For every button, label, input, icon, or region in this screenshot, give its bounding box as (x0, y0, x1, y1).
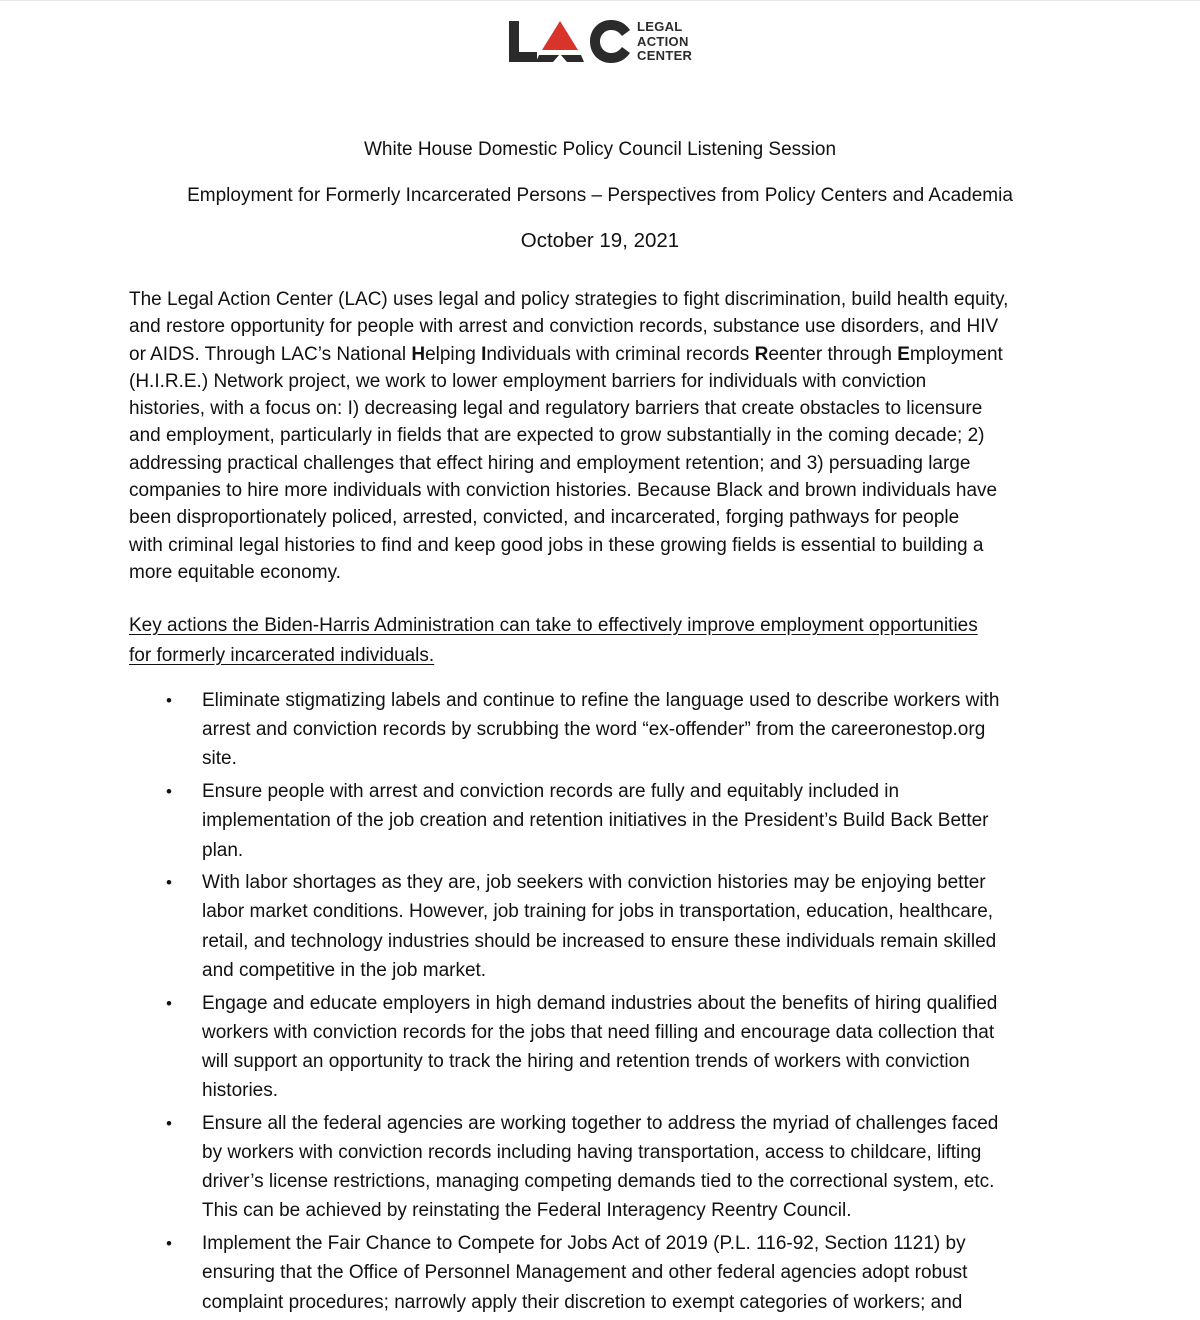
item-line: implementation of the job creation and retention initiatives in the President’s Build Back Better (202, 810, 989, 832)
acronym-letter-i: I (481, 343, 487, 365)
acronym-letter-h: H (411, 343, 426, 365)
heading-line: Key actions the Biden-Harris Administration can take to effectively improve employment opportunities (129, 615, 978, 636)
session-title: White House Domestic Policy Council Listening Session (363, 139, 837, 160)
item-line: With labor shortages as they are, job seekers with conviction histories may be enjoying better (202, 872, 986, 894)
item-line: Ensure people with arrest and conviction records are fully and equitably included in (202, 781, 900, 803)
list-item (0, 868, 1200, 985)
acronym-letter-e: E (897, 343, 910, 365)
list-item (0, 989, 1200, 1106)
logo-word-legal: LEGAL (637, 19, 683, 34)
item-line: Eliminate stigmatizing labels and continue to refine the language used to describe workers with (202, 690, 1000, 711)
intro-line: companies to hire more individuals with conviction histories. Because Black and brown individuals have (129, 480, 998, 502)
item-line: workers with conviction records for the jobs that need filling and encourage data collection that (202, 1021, 995, 1043)
intro-line: with criminal legal histories to find and keep good jobs in these growing fields is essential to building a (129, 534, 984, 556)
bullet-icon: • (166, 873, 172, 893)
item-line: site. (202, 748, 237, 770)
item-line: ensuring that the Office of Personnel Management and other federal agencies adopt robust (202, 1262, 968, 1284)
item-line: histories. (202, 1080, 279, 1102)
intro-line-hire-acronym: or AIDS. Through LAC’s National Helping Individuals with criminal records Reenter through Employment (129, 343, 1003, 365)
logo-word-center: CENTER (637, 48, 693, 63)
item-line: Ensure all the federal agencies are working together to address the myriad of challenges faced (202, 1112, 999, 1134)
intro-line: and restore opportunity for people with arrest and conviction records, substance use disorders, and HIV (129, 316, 999, 338)
key-actions-list (0, 686, 1200, 1320)
item-line: retail, and technology industries should be increased to ensure these individuals remain skilled (202, 930, 997, 952)
list-item (0, 777, 1200, 865)
page-top-border (0, 0, 1200, 1)
bullet-icon: • (166, 1234, 172, 1254)
item-line: will support an opportunity to track the hiring and retention trends of workers with conviction (202, 1050, 970, 1072)
intro-line: addressing practical challenges that effect hiring and employment retention; and 3) persuading large (129, 452, 971, 474)
bullet-icon: • (166, 993, 172, 1013)
item-line: This can be achieved by reinstating the Federal Interagency Reentry Council. (202, 1200, 852, 1222)
acronym-letter-r: R (754, 343, 769, 365)
bullet-icon: • (166, 1113, 172, 1133)
bullet-icon: • (166, 691, 172, 710)
intro-line: and employment, particularly in fields that are expected to grow substantially in the coming decade; 2) (129, 425, 985, 447)
item-line: arrest and conviction records by scrubbing the word “ex-offender” from the careeronestop.org (202, 719, 986, 741)
key-actions-heading (129, 611, 978, 671)
lac-logo (506, 18, 706, 68)
intro-paragraph (129, 286, 1079, 586)
logo-word-action: ACTION (637, 33, 689, 49)
session-date: October 19, 2021 (520, 229, 680, 252)
intro-line: more equitable economy. (129, 561, 341, 583)
intro-line: The Legal Action Center (LAC) uses legal and policy strategies to fight discrimination, build health equity, (129, 289, 1009, 310)
intro-line: histories, with a focus on: I) decreasing legal and regulatory barriers that create obstacles to licensure (129, 398, 983, 420)
item-line: and competitive in the job market. (202, 959, 487, 981)
lac-logo-mark (506, 18, 634, 64)
intro-line: been disproportionately policed, arrested, convicted, and incarcerated, forging pathways for people (129, 507, 960, 529)
heading-line: for formerly incarcerated individuals. (129, 645, 435, 666)
lac-logo-wordmark (637, 20, 692, 64)
item-line: Engage and educate employers in high demand industries about the benefits of hiring qualified (202, 992, 998, 1014)
list-item (0, 1229, 1200, 1317)
bullet-icon: • (166, 782, 172, 802)
list-item (0, 686, 1200, 774)
item-line: labor market conditions. However, job training for jobs in transportation, education, healthcare, (202, 901, 994, 923)
intro-line: (H.I.R.E.) Network project, we work to lower employment barriers for individuals with conviction (129, 370, 927, 392)
item-line: plan. (202, 839, 244, 861)
item-line: Implement the Fair Chance to Compete for Jobs Act of 2019 (P.L. 116-92, Section 1121) by (202, 1233, 966, 1255)
item-line: complaint procedures; narrowly apply their discretion to exempt categories of workers; and (202, 1291, 963, 1313)
list-item (0, 1109, 1200, 1226)
session-subtitle: Employment for Formerly Incarcerated Persons – Perspectives from Policy Centers and Academia (187, 185, 1013, 206)
item-line: by workers with conviction records including having transportation, access to childcare, lifting (202, 1142, 982, 1164)
item-line: driver’s license restrictions, managing competing demands tied to the correctional system, etc. (202, 1171, 995, 1193)
